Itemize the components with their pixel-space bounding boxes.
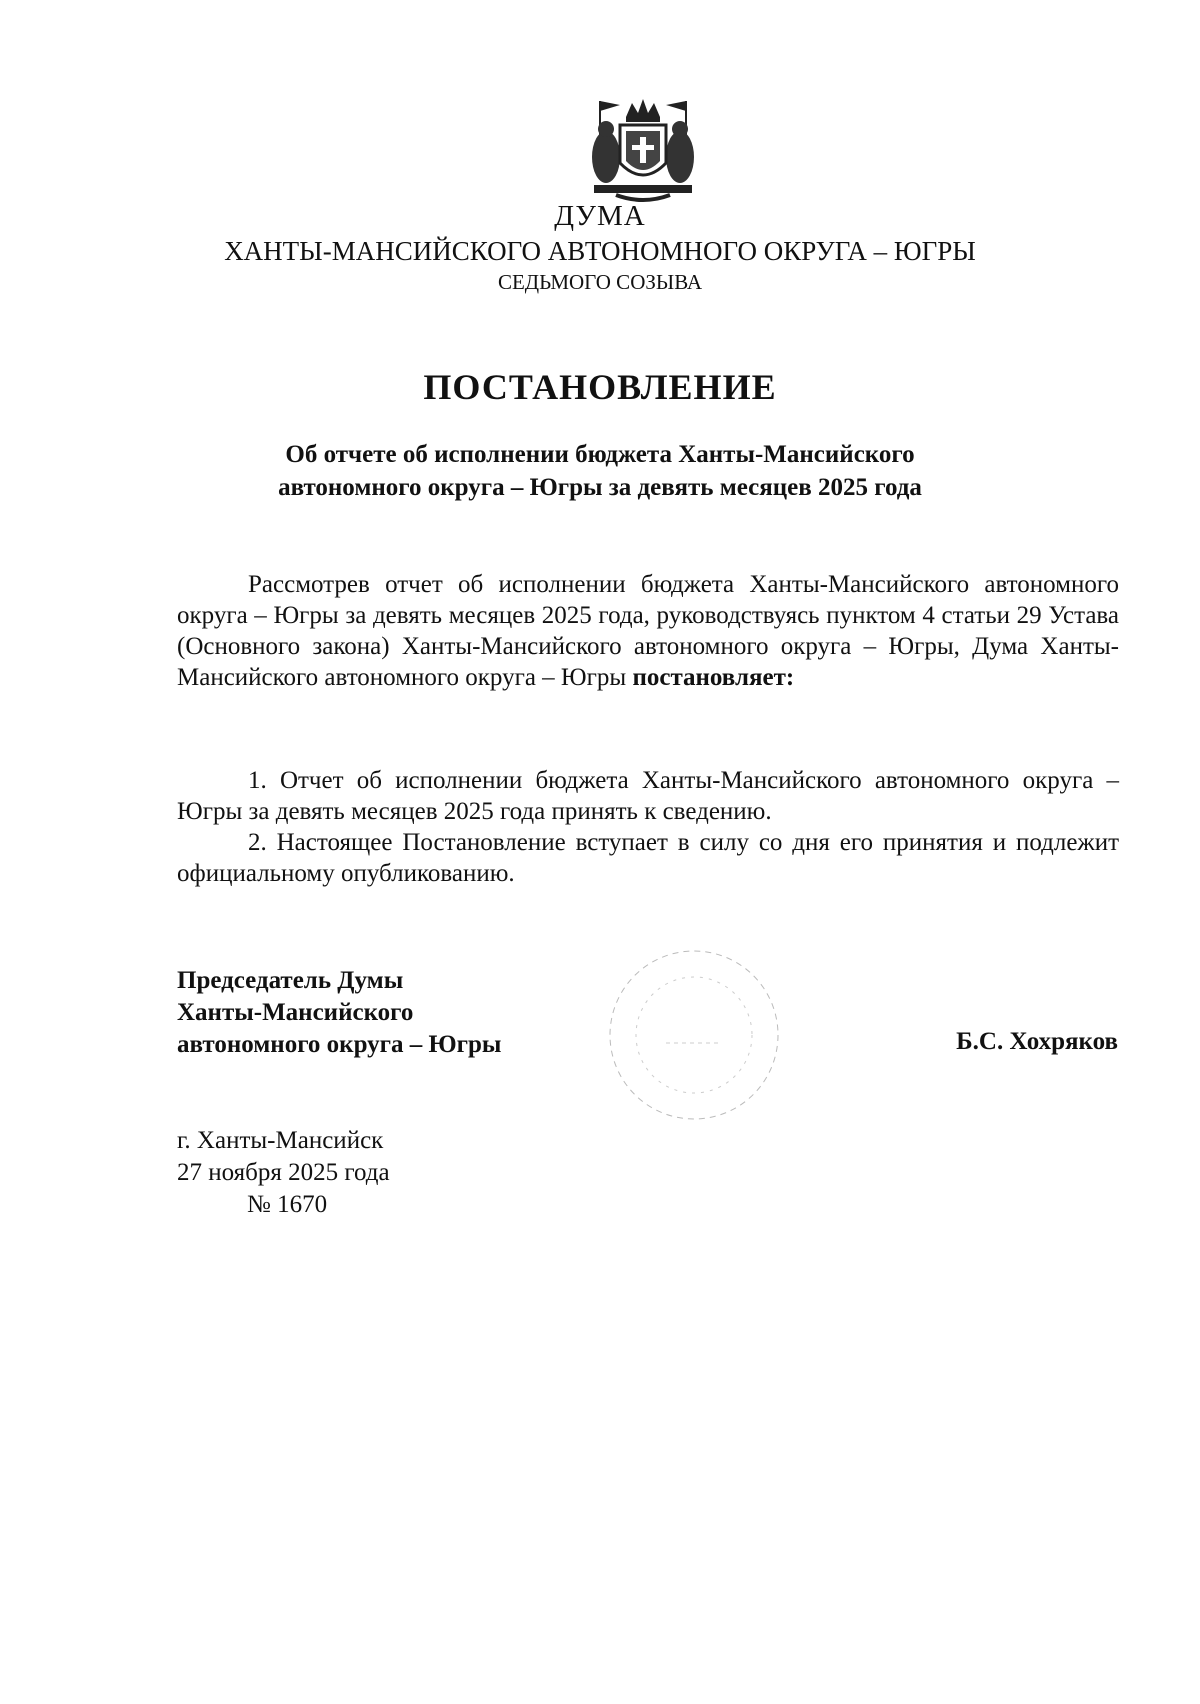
document-number: № 1670 <box>247 1191 328 1218</box>
intro-bold: постановляет: <box>632 664 795 691</box>
subject-line-2: автономного округа – Югры за девять месяцев 2025 года <box>278 474 922 501</box>
position-line-3: автономного округа – Югры <box>177 1031 502 1058</box>
document-type: ПОСТАНОВЛЕНИЕ <box>423 367 777 407</box>
organization-name: ХАНТЫ-МАНСИЙСКОГО АВТОНОМНОГО ОКРУГА – ЮГРЫ <box>224 236 976 266</box>
place-and-date <box>177 1125 390 1221</box>
signatory-name: Б.С. Хохряков <box>956 1028 1118 1055</box>
signatory-position <box>177 965 501 1061</box>
intro-paragraph <box>177 569 1119 693</box>
date: 27 ноября 2025 года <box>177 1159 390 1186</box>
body-name: ДУМА <box>554 200 646 232</box>
subject-line-1: Об отчете об исполнении бюджета Ханты-Мансийского <box>285 441 915 468</box>
faint-seal-stamp-icon <box>604 945 784 1125</box>
city: г. Ханты-Мансийск <box>177 1127 384 1154</box>
resolution-item-2: 2. Настоящее Постановление вступает в силу со дня его принятия и подлежит официальному опубликованию. <box>177 829 1119 887</box>
position-line-1: Председатель Думы <box>177 967 404 994</box>
resolution-item-1: 1. Отчет об исполнении бюджета Ханты-Мансийского автономного округа – Югры за девять месяцев 2025 года принять к сведению. <box>177 767 1119 825</box>
position-line-2: Ханты-Мансийского <box>177 999 414 1026</box>
convocation: СЕДЬМОГО СОЗЫВА <box>497 270 703 294</box>
intro-text: Рассмотрев отчет об исполнении бюджета Ханты-Мансийского автономного округа – Югры за девять месяцев 2025 года, руководствуясь пунктом 4 статьи 29 Устава (Основного закона) Ханты-Мансийского автономного округа – Югры, Дума Ханты-Мансийского автономного округа – Югры <box>177 571 1119 691</box>
coat-of-arms-icon <box>586 95 700 205</box>
document-subject <box>160 438 1040 504</box>
resolution-items <box>177 765 1119 889</box>
